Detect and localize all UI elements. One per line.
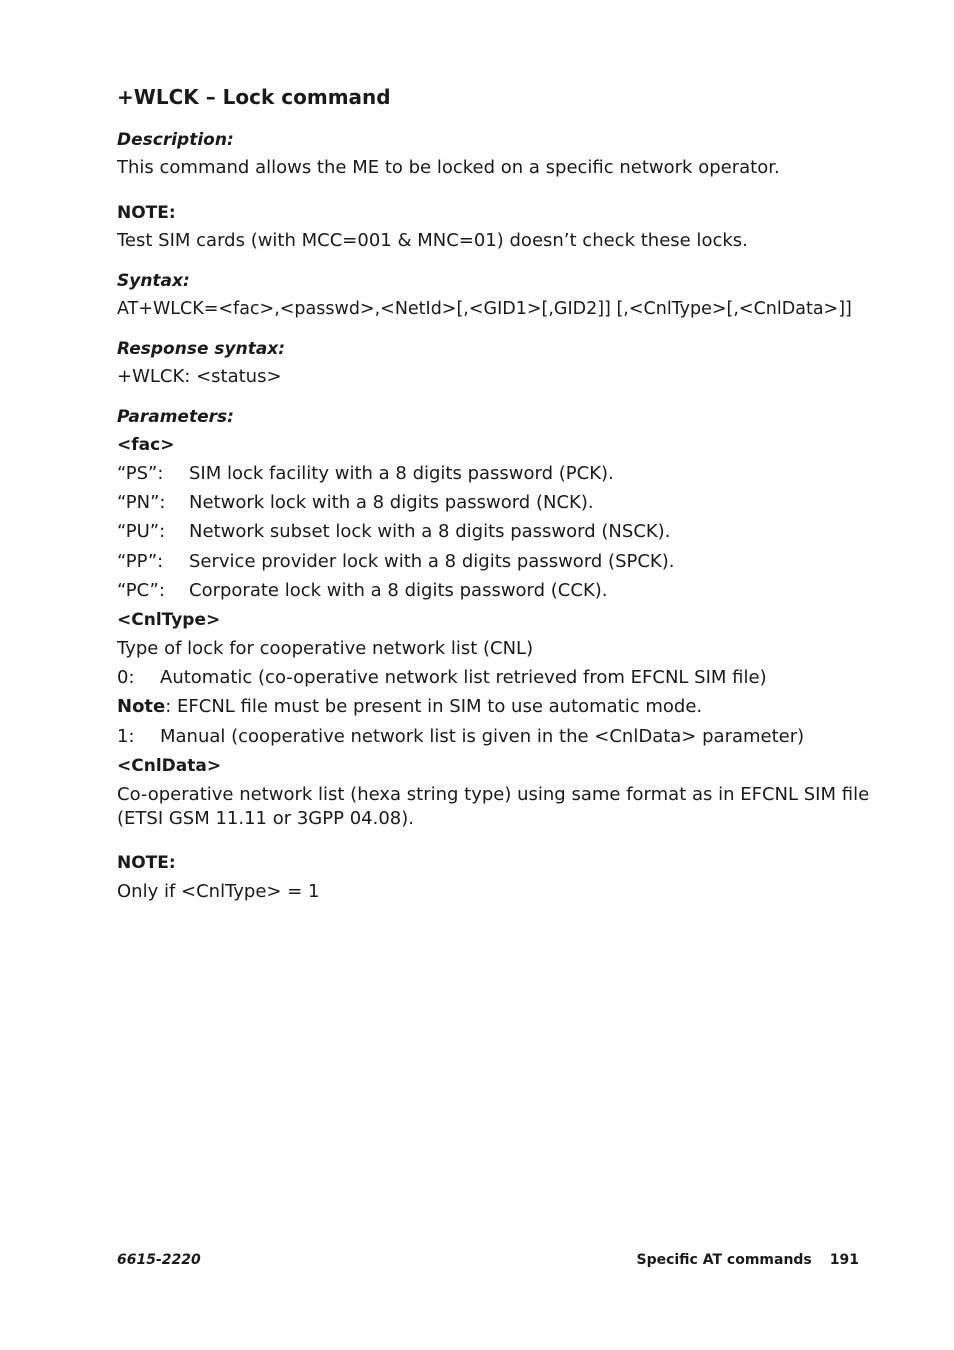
fac-key: “PS”: bbox=[117, 463, 164, 484]
fac-heading: <fac> bbox=[117, 435, 175, 455]
syntax-text: AT+WLCK=<fac>,<passwd>,<NetId>[,<GID1>[,GID2]] [,<CnlType>[,<CnlData>]] bbox=[117, 299, 852, 319]
fac-desc: SIM lock facility with a 8 digits password (PCK). bbox=[189, 463, 614, 484]
response-text: +WLCK: <status> bbox=[117, 366, 282, 387]
fac-desc: Network lock with a 8 digits password (NCK). bbox=[189, 492, 594, 513]
syntax-heading: Syntax: bbox=[117, 271, 190, 291]
fac-key: “PP”: bbox=[117, 551, 164, 572]
note1-heading: NOTE: bbox=[117, 203, 176, 223]
cnltype-desc: Automatic (co-operative network list retrieved from EFCNL SIM file) bbox=[160, 667, 767, 688]
fac-key: “PC”: bbox=[117, 580, 165, 601]
note2-text: Only if <CnlType> = 1 bbox=[117, 881, 320, 902]
cnltype-desc: Manual (cooperative network list is given in the <CnlData> parameter) bbox=[160, 726, 805, 747]
footer-doc-number: 6615-2220 bbox=[117, 1252, 201, 1268]
note2-heading: NOTE: bbox=[117, 853, 176, 873]
cnltype-key: 1: bbox=[117, 726, 135, 747]
cnltype-heading: <CnlType> bbox=[117, 610, 221, 630]
note1-text: Test SIM cards (with MCC=001 & MNC=01) doesn’t check these locks. bbox=[117, 230, 748, 251]
footer-section: Specific AT commands bbox=[636, 1252, 812, 1268]
fac-key: “PU”: bbox=[117, 521, 166, 542]
parameters-heading: Parameters: bbox=[117, 407, 234, 427]
cnltype-note-text: : EFCNL file must be present in SIM to use automatic mode. bbox=[165, 696, 703, 717]
footer-right bbox=[636, 1251, 859, 1269]
fac-desc: Network subset lock with a 8 digits password (NSCK). bbox=[189, 521, 671, 542]
page-number: 191 bbox=[829, 1252, 859, 1268]
cnldata-line1: Co-operative network list (hexa string type) using same format as in EFCNL SIM file bbox=[117, 784, 870, 805]
response-heading: Response syntax: bbox=[117, 339, 286, 359]
fac-key: “PN”: bbox=[117, 492, 166, 513]
section-title: +WLCK – Lock command bbox=[117, 85, 391, 109]
cnltype-note bbox=[117, 696, 702, 718]
cnltype-intro: Type of lock for cooperative network list (CNL) bbox=[117, 638, 534, 659]
cnldata-heading: <CnlData> bbox=[117, 756, 222, 776]
description-heading: Description: bbox=[117, 130, 234, 150]
cnltype-key: 0: bbox=[117, 667, 135, 688]
fac-desc: Corporate lock with a 8 digits password (CCK). bbox=[189, 580, 608, 601]
cnldata-line2: (ETSI GSM 11.11 or 3GPP 04.08). bbox=[117, 808, 414, 829]
cnltype-note-label: Note bbox=[117, 696, 166, 717]
description-text: This command allows the ME to be locked on a specific network operator. bbox=[117, 157, 780, 178]
fac-desc: Service provider lock with a 8 digits password (SPCK). bbox=[189, 551, 675, 572]
